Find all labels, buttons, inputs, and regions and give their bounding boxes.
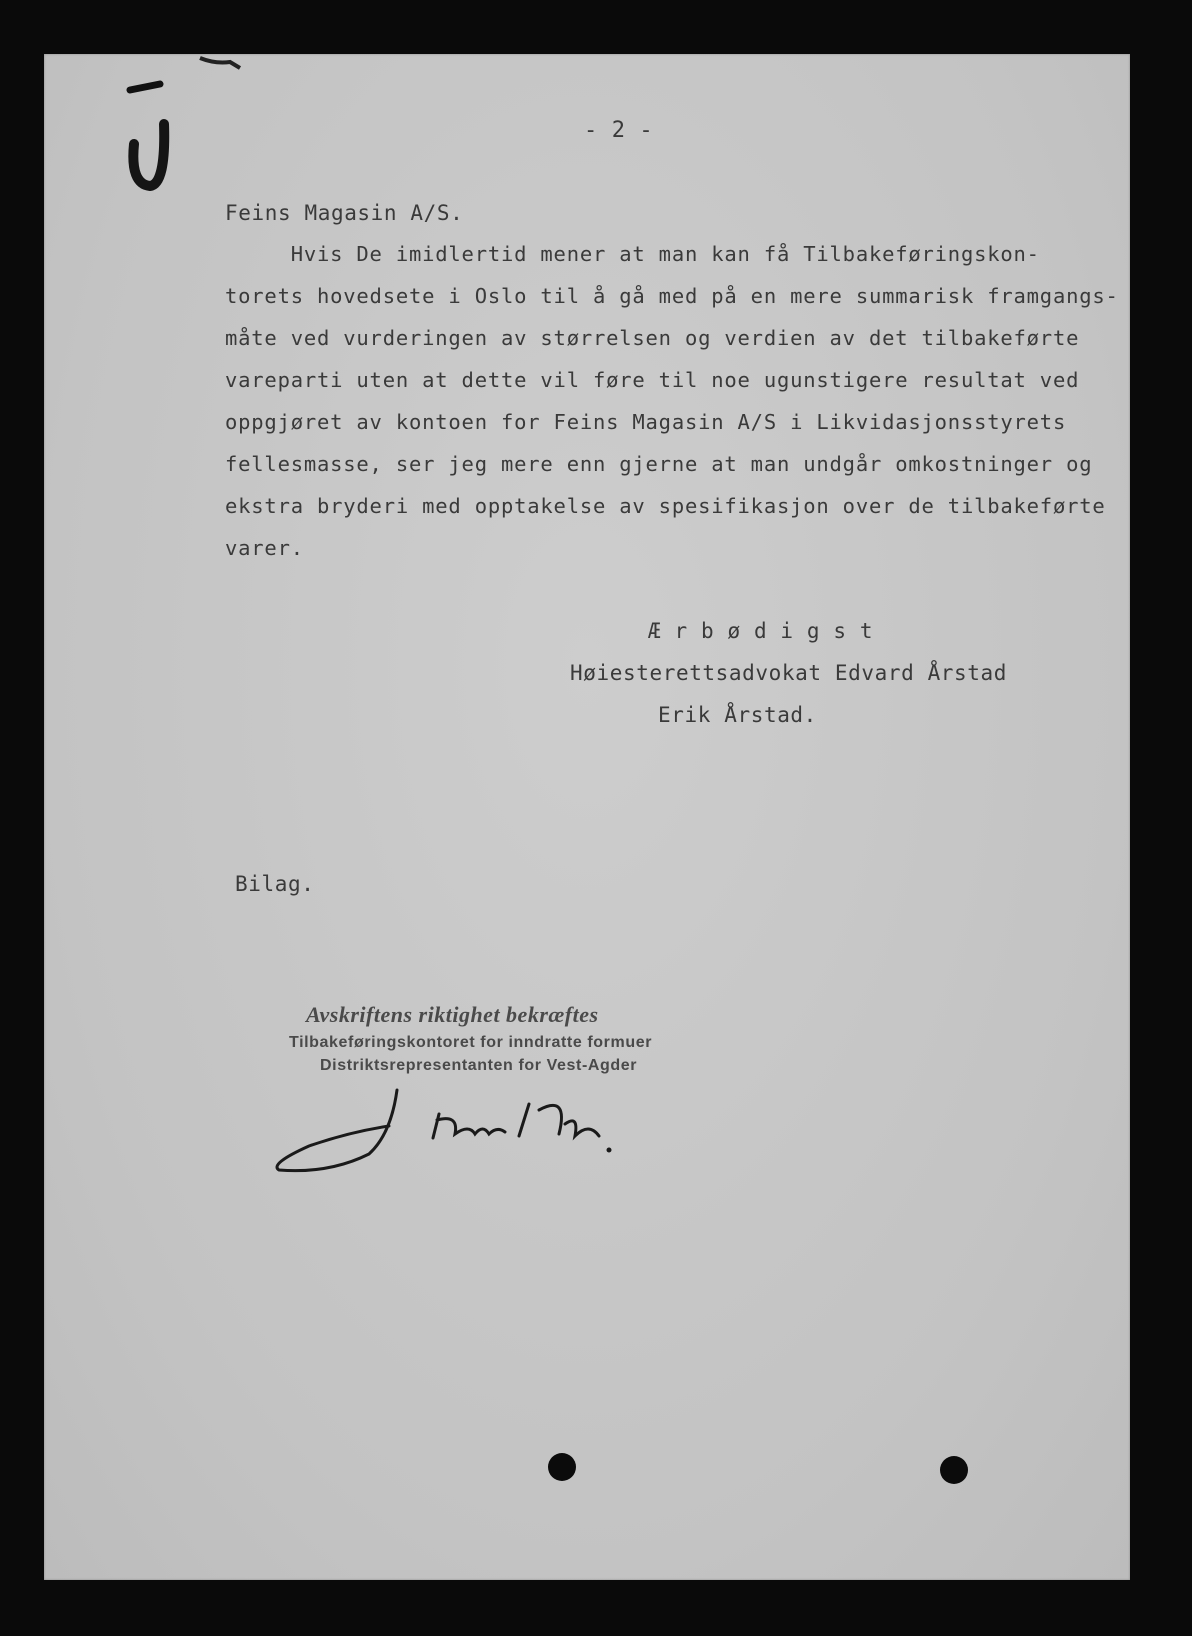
- punch-hole: [940, 1456, 968, 1484]
- body-line: ekstra bryderi med opptakelse av spesifikasjon over de tilbakeførte: [225, 494, 1106, 518]
- body-line: måte ved vurderingen av størrelsen og verdien av det tilbakeførte: [225, 326, 1080, 350]
- addressee: Feins Magasin A/S.: [225, 201, 464, 225]
- closing-signer: Erik Årstad.: [658, 703, 817, 727]
- enclosure-note: Bilag.: [235, 872, 315, 896]
- handwritten-corner-mark: [120, 54, 260, 208]
- closing-salutation: Æ r b ø d i g s t: [648, 619, 874, 643]
- stamp-line: Tilbakeføringskontoret for inndratte formuer: [289, 1034, 653, 1051]
- body-line: oppgjøret av kontoen for Feins Magasin A/S i Likvidasjonsstyrets: [225, 410, 1067, 434]
- body-line: varer.: [225, 536, 304, 560]
- handwritten-signature: [269, 1074, 669, 1188]
- stamp-line: Distriktsrepresentanten for Vest-Agder: [320, 1057, 638, 1074]
- body-line: Hvis De imidlertid mener at man kan få Tilbakeføringskon-: [225, 242, 1040, 266]
- closing-firm: Høiesterettsadvokat Edvard Årstad: [570, 661, 1008, 685]
- document-page: [44, 54, 1130, 1580]
- body-line: torets hovedsete i Oslo til å gå med på en mere summarisk framgangs-: [225, 284, 1119, 308]
- body-line: fellesmasse, ser jeg mere enn gjerne at man undgår omkostninger og: [225, 452, 1093, 476]
- body-line: vareparti uten at dette vil føre til noe ugunstigere resultat ved: [225, 368, 1080, 392]
- page-number: - 2 -: [584, 118, 654, 143]
- punch-hole: [548, 1453, 576, 1481]
- stamp-line: Avskriftens riktighet bekræftes: [306, 1002, 599, 1027]
